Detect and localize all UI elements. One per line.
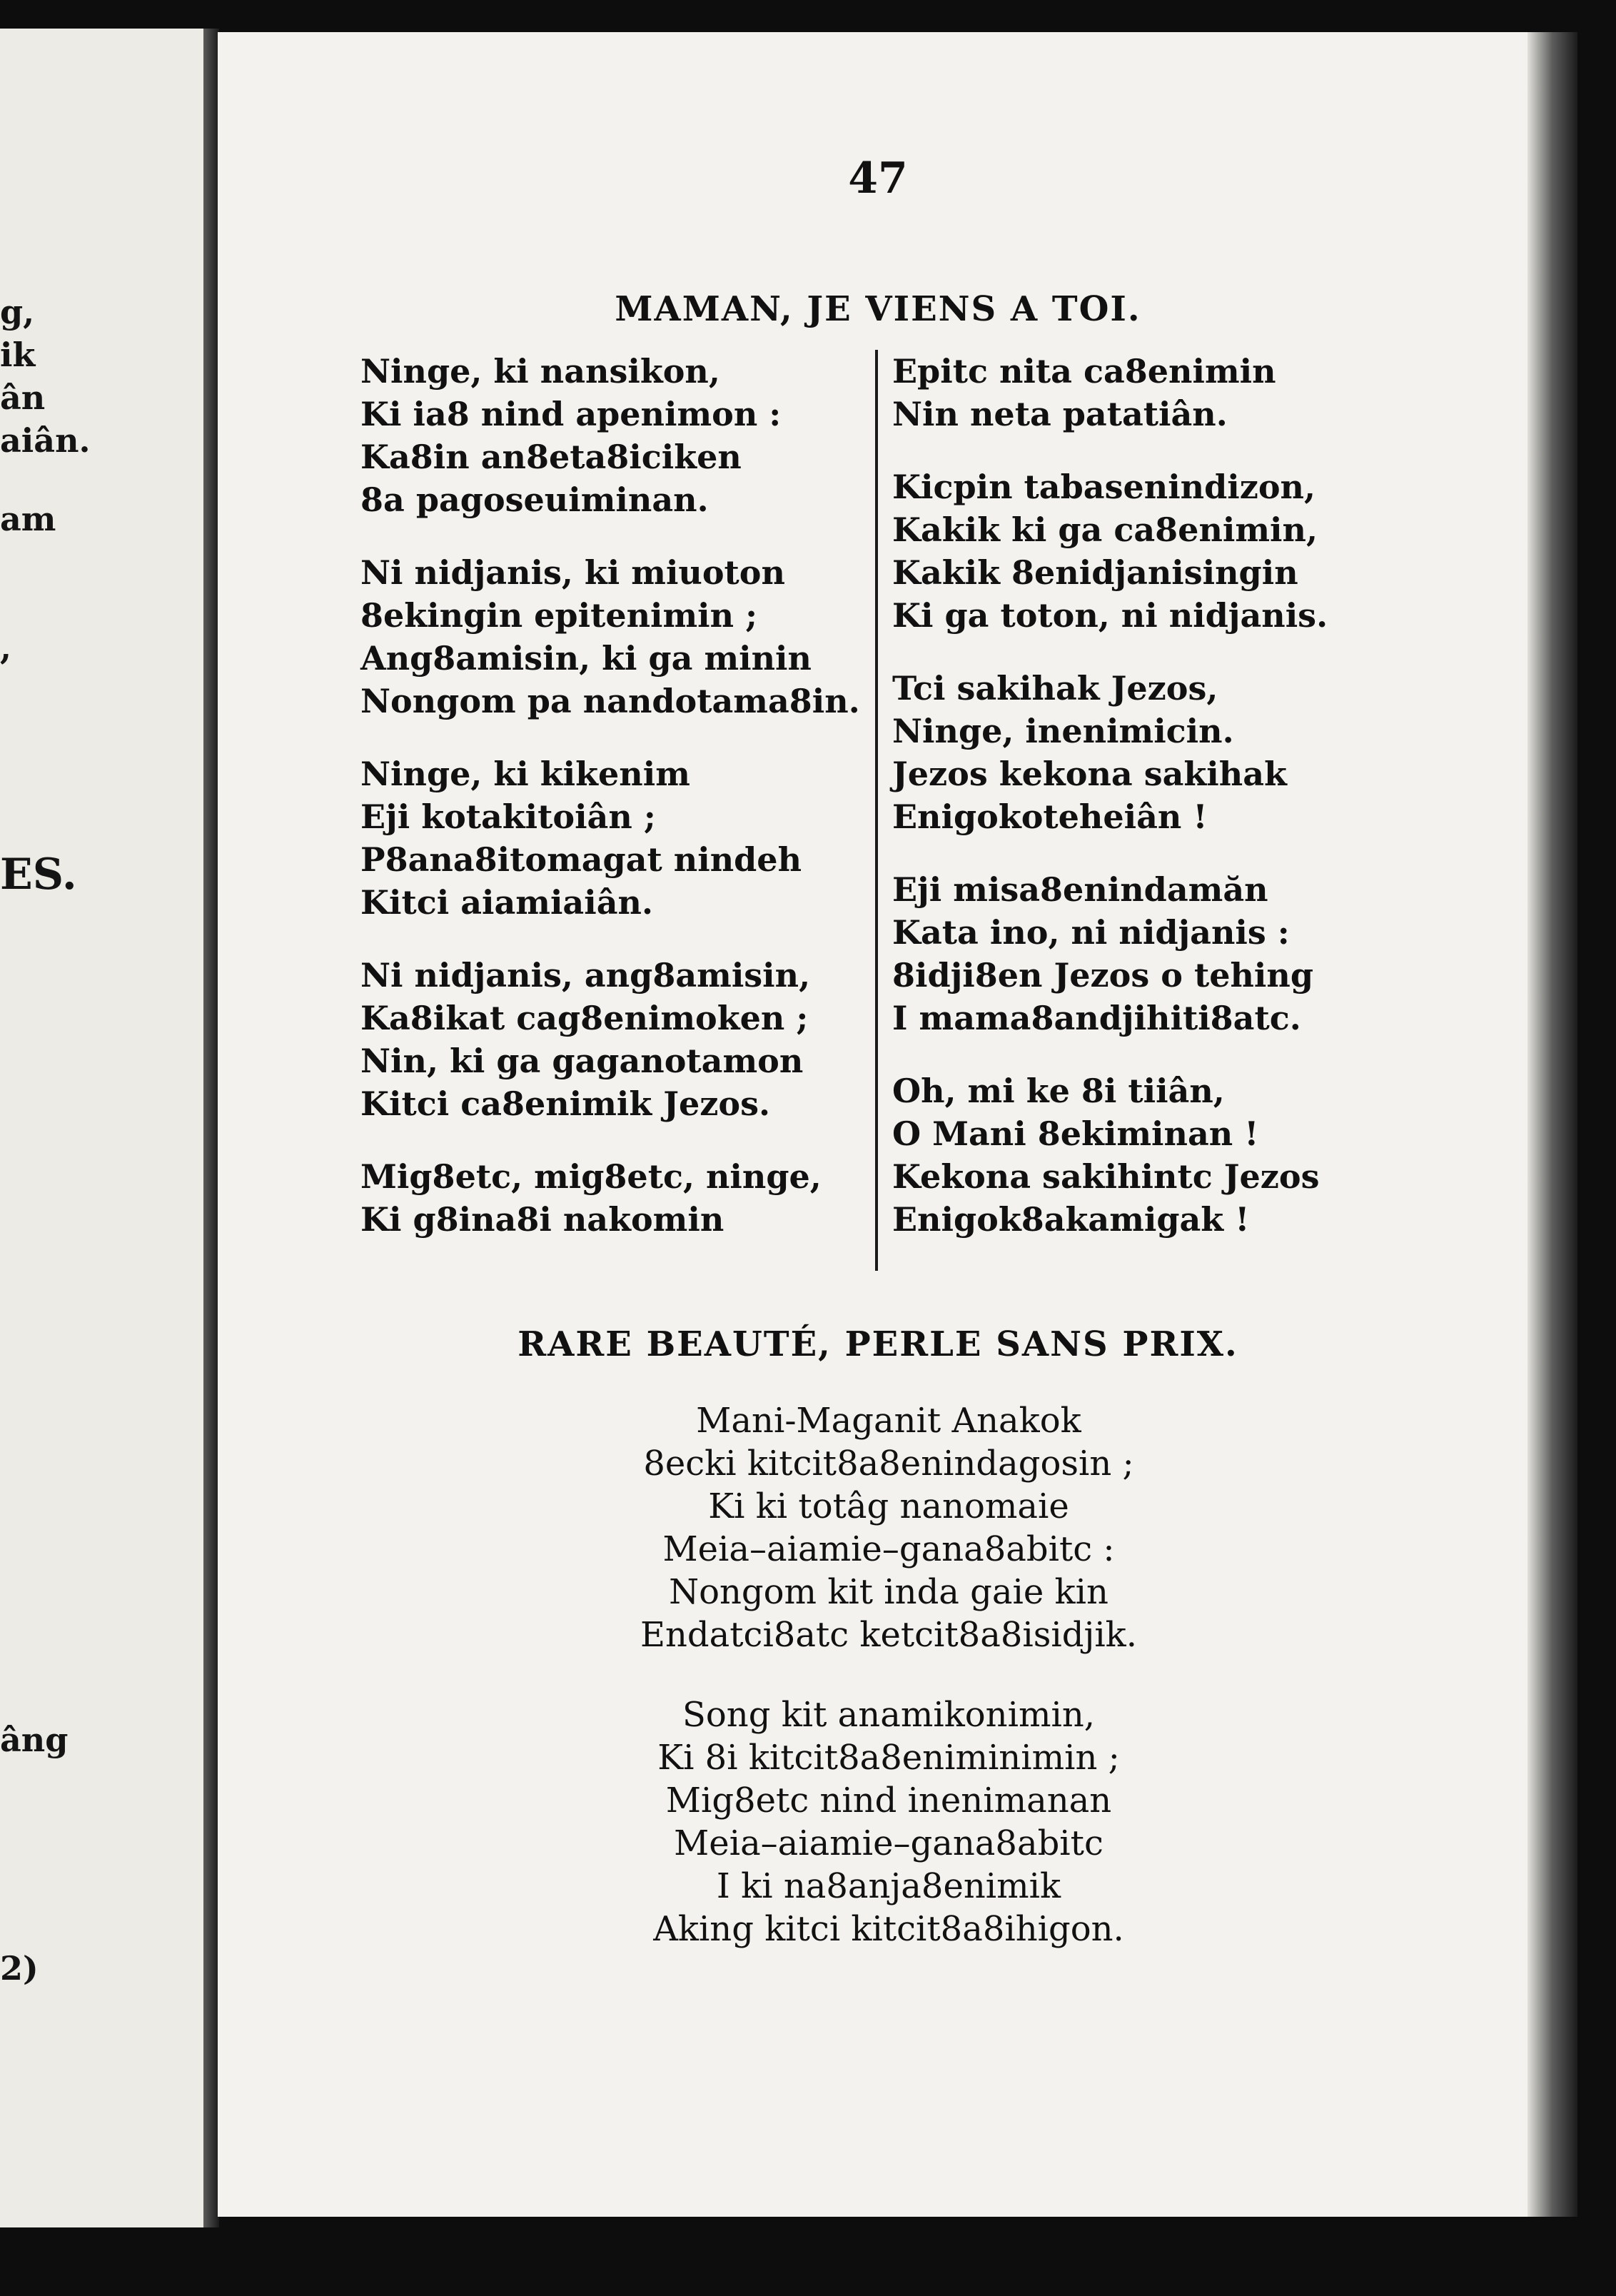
stanza (360, 350, 860, 521)
verse-line: Kitci aiamiaiân. (360, 883, 653, 922)
verse-line: Ki 8i kitcit8a8eniminimin ; (657, 1738, 1120, 1778)
verse-line: Ki ga toton, ni nidjanis. (892, 596, 1328, 635)
stanza (892, 350, 1328, 435)
verse-line: Kata ino, ni nidjanis : (892, 913, 1290, 952)
song1-right-column (892, 350, 1328, 1271)
left-fragment-5: am (0, 500, 56, 538)
stanza (457, 1693, 1320, 1950)
stanza (892, 465, 1328, 637)
verse-line: Ni nidjanis, ang8amisin, (360, 956, 811, 995)
stanza (360, 551, 860, 722)
verse-line: Kitci ca8enimik Jezos. (360, 1084, 770, 1123)
verse-line: Nongom pa nandotama8in. (360, 682, 860, 720)
verse-line: Ki ki totâg nanomaie (708, 1486, 1069, 1526)
verse-line: Nongom kit inda gaie kin (669, 1572, 1109, 1612)
verse-line: Ni nidjanis, ki miuoton (360, 553, 785, 592)
verse-line: Eji kotakitoiân ; (360, 797, 656, 836)
verse-line: 8a pagoseuiminan. (360, 480, 709, 519)
verse-line: 8ekingin epitenimin ; (360, 596, 758, 635)
left-fragment-8: âng (0, 1721, 69, 1759)
verse-line: Nin neta patatiân. (892, 395, 1228, 433)
verse-line: P8ana8itomagat nindeh (360, 840, 802, 879)
verse-line: Oh, mi ke 8i tiiân, (892, 1072, 1225, 1110)
verse-line: Kekona sakihintc Jezos (892, 1157, 1320, 1196)
verse-line: Jezos kekona sakihak (892, 755, 1287, 793)
verse-line: Meia–aiamie–gana8abitc (674, 1823, 1104, 1863)
verse-line: Kakik 8enidjanisingin (892, 553, 1298, 592)
verse-line: Song kit anamikonimin, (682, 1695, 1095, 1735)
left-fragment-9: 2) (0, 1949, 39, 1988)
verse-line: Enigok8akamigak ! (892, 1200, 1250, 1239)
verse-line: Kakik ki ga ca8enimin, (892, 510, 1318, 549)
verse-line: Aking kitci kitcit8a8ihigon. (653, 1909, 1124, 1949)
verse-line: Ki g8ina8i nakomin (360, 1200, 724, 1239)
left-fragment-4: aiân. (0, 421, 91, 460)
verse-line: Ninge, ki kikenim (360, 755, 690, 793)
song1-left-column (360, 350, 860, 1271)
verse-line: Meia–aiamie–gana8abitc : (662, 1529, 1115, 1569)
verse-line: Ninge, ki nansikon, (360, 352, 720, 391)
verse-line: I mama8andjihiti8atc. (892, 999, 1301, 1037)
verse-line: Mani-Maganit Anakok (696, 1401, 1081, 1441)
verse-line: Ki ia8 nind apenimon : (360, 395, 782, 433)
verse-line: Epitc nita ca8enimin (892, 352, 1276, 391)
verse-line: Mig8etc, mig8etc, ninge, (360, 1157, 822, 1196)
page-number: 47 (848, 153, 908, 203)
facing-page-fragment (0, 29, 203, 2227)
stanza (360, 954, 860, 1125)
song-title-rare-beaute: RARE BEAUTÉ, PERLE SANS PRIX. (517, 1324, 1238, 1364)
column-divider (875, 350, 878, 1271)
verse-line: Endatci8atc ketcit8a8isidjik. (640, 1615, 1138, 1655)
stanza (892, 868, 1328, 1039)
verse-line: Ninge, inenimicin. (892, 712, 1234, 750)
song-title-maman: MAMAN, JE VIENS A TOI. (615, 289, 1141, 329)
verse-line: Nin, ki ga gaganotamon (360, 1042, 804, 1080)
stanza (457, 1399, 1320, 1656)
verse-line: Eji misa8enindamăn (892, 870, 1268, 909)
book-gutter (203, 29, 219, 2227)
stanza (892, 1069, 1328, 1241)
left-fragment-1: g, (0, 293, 35, 331)
left-fragment-2: ik (0, 336, 36, 374)
verse-line: 8ecki kitcit8a8enindagosin ; (643, 1444, 1134, 1484)
verse-line: Ka8in an8eta8iciken (360, 438, 742, 476)
verse-line: Mig8etc nind inenimanan (665, 1781, 1112, 1821)
verse-line: Ang8amisin, ki ga minin (360, 639, 812, 678)
verse-line: Enigokoteheiân ! (892, 797, 1208, 836)
verse-line: I ki na8anja8enimik (716, 1866, 1061, 1906)
verse-line: Kicpin tabasenindizon, (892, 468, 1316, 506)
song2-body (457, 1399, 1320, 1988)
verse-line: Ka8ikat cag8enimoken ; (360, 999, 809, 1037)
verse-line: 8idji8en Jezos o tehing (892, 956, 1313, 995)
stanza (892, 667, 1328, 838)
left-fragment-3: ân (0, 378, 46, 417)
stanza (360, 752, 860, 924)
verse-line: Tci sakihak Jezos, (892, 669, 1218, 708)
left-fragment-6: , (0, 628, 12, 667)
left-fragment-7: ES. (0, 850, 77, 900)
page-edge (1527, 32, 1577, 2217)
stanza (360, 1155, 860, 1241)
verse-line: O Mani 8ekiminan ! (892, 1114, 1259, 1153)
